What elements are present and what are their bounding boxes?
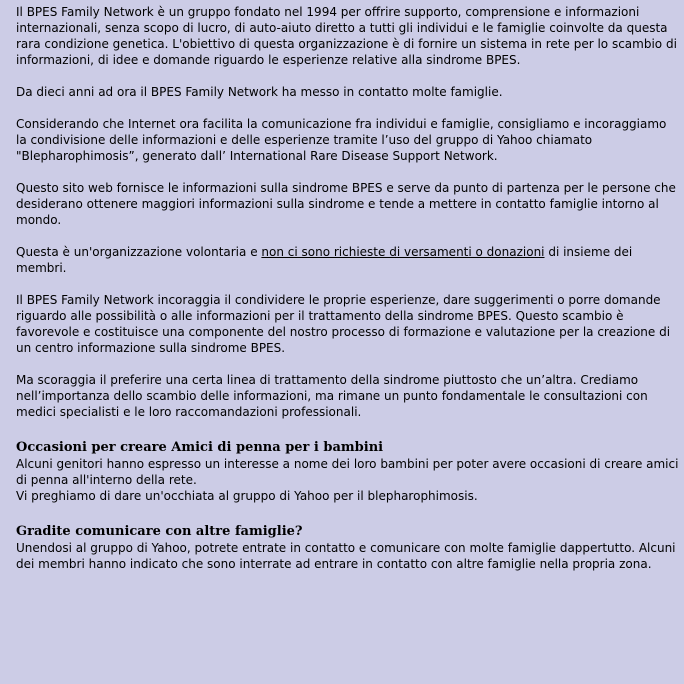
intro-paragraph: Il BPES Family Network è un gruppo fondato nel 1994 per offrire supporto, comprensione e informazioni internazionali, senza scopo di lucro, di auto-aiuto diretto a tutti gli individui e le famiglie coinvolte da questa rara condizione genetica. L'obiettivo di questa organizzazione è di fornire un sistema in rete per lo scambio di informazioni, di idee e domande riguardo le esperienze relative alla sindrome BPES.	[16, 5, 677, 67]
sharing-paragraph: Il BPES Family Network incoraggia il condividere le proprie esperienze, dare suggerimenti o porre domande riguardo alle possibilità o alle informazioni per il trattamento della sindrome BPES. Questo scambio è favorevole e costituisce una componente del nostro processo di formazione e valutazione per la creazione di un centro informazione sulla sindrome BPES.	[16, 293, 671, 355]
penpals-text: Alcuni genitori hanno espresso un interesse a nome dei loro bambini per poter avere occasioni di creare amici di penna all'interno della rete.	[16, 457, 679, 487]
yahoo-group-paragraph: Considerando che Internet ora facilita la comunicazione fra individui e famiglie, consigliamo e incoraggiamo la condivisione delle informazioni e delle esperienze tramite l’uso del gruppo di Yahoo chiamato "Blepharophimosis”, generato dall’ International Rare Disease Support Network.	[16, 117, 667, 163]
page-content	[16, 4, 680, 572]
penpals-section	[16, 439, 680, 504]
history-paragraph: Da dieci anni ad ora il BPES Family Network ha messo in contatto molte famiglie.	[16, 85, 503, 99]
volunteer-text-before: Questa è un'organizzazione volontaria e	[16, 245, 262, 259]
families-heading: Gradite comunicare con altre famiglie?	[16, 524, 303, 539]
families-text: Unendosi al gruppo di Yahoo, potrete entrate in contatto e comunicare con molte famiglie dappertutto. Alcuni dei membri hanno indicato che sono interrate ad entrare in contatto con altre famiglie nella propria zona.	[16, 541, 676, 571]
treatment-paragraph: Ma scoraggia il preferire una certa linea di trattamento della sindrome piuttosto che un’altra. Crediamo nell’importanza dello scambio delle informazioni, ma rimane un punto fondamentale le consultazioni con medici specialisti e le loro raccomandazioni professionali.	[16, 373, 648, 419]
penpals-yahoo-text: Vi preghiamo di dare un'occhiata al gruppo di Yahoo per il blepharophimosis.	[16, 489, 478, 503]
website-purpose-paragraph: Questo sito web fornisce le informazioni sulla sindrome BPES e serve da punto di partenza per le persone che desiderano ottenere maggiori informazioni sulla sindrome e tende a mettere in contatto famiglie intorno al mondo.	[16, 181, 676, 227]
no-donations-link[interactable]: non ci sono richieste di versamenti o donazioni	[261, 245, 545, 259]
volunteer-paragraph	[16, 244, 680, 276]
volunteer-text-after: di insieme dei membri.	[16, 245, 633, 275]
penpals-heading: Occasioni per creare Amici di penna per i bambini	[16, 440, 384, 455]
families-section	[16, 523, 680, 572]
